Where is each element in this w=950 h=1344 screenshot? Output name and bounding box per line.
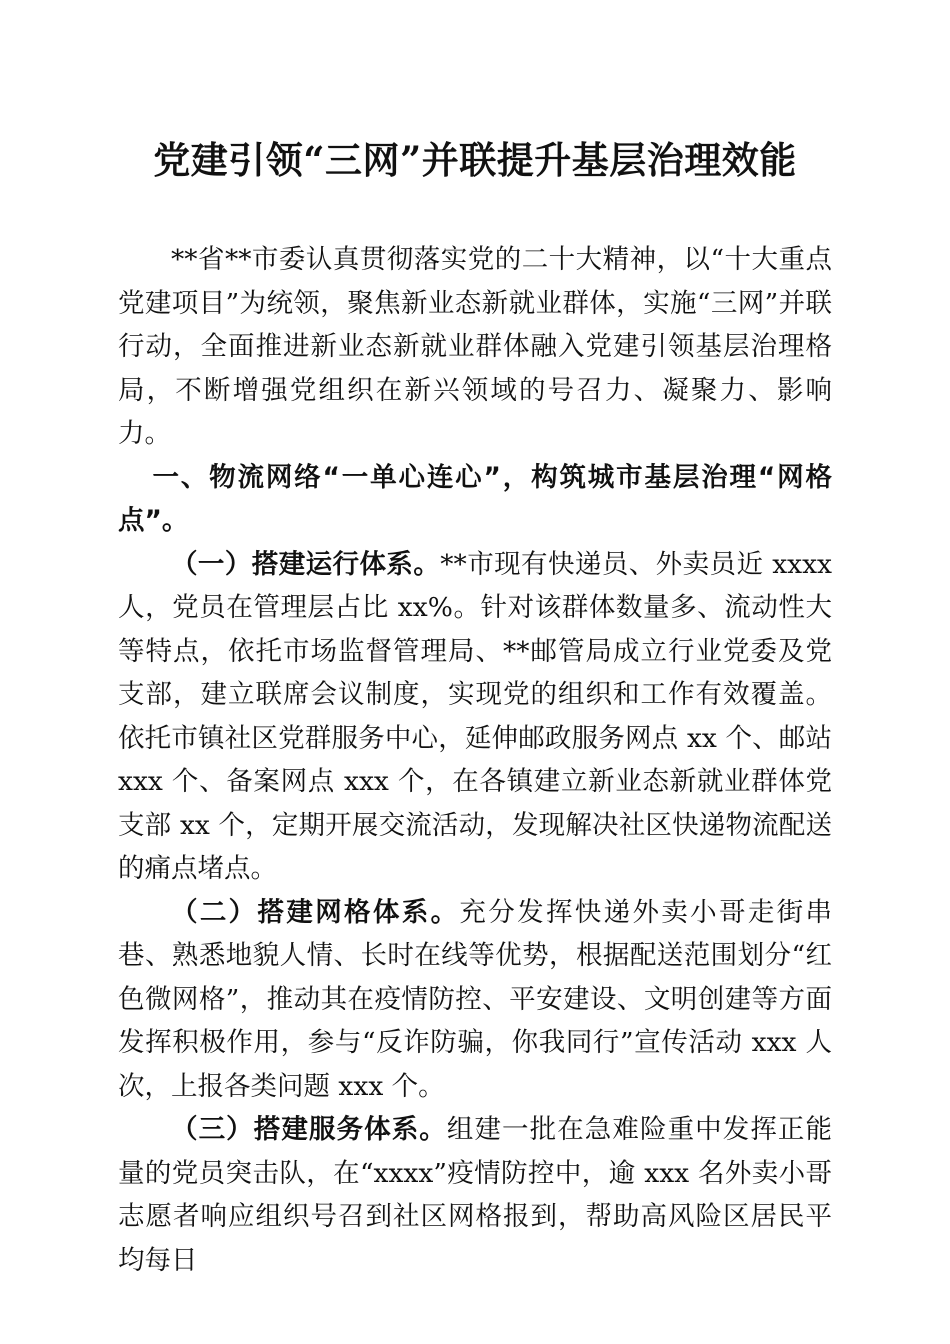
paragraph-item-1 — [118, 543, 832, 891]
page-title: 党建引领“三网”并联提升基层治理效能 — [153, 138, 797, 182]
paragraph-item-2 — [118, 891, 832, 1109]
paragraph-body: **市现有快递员、外卖员近 xxxx 人，党员在管理层占比 xx%。针对该群体数量多、流动性大等特点，依托市场监督管理局、**邮管局成立行业党委及党支部，建立联席会议制度，实现党的组织和工作有效覆盖。依托市镇社区党群服务中心，延伸邮政服务网点 xx 个、邮站 xxx 个、备案网点 xxx 个，在各镇建立新业态新就业群体党支部 xx 个，定期开展交流活动，发现解决社区快递物流配送的痛点堵点。 — [118, 548, 832, 884]
paragraph-body: 组建一批在急难险重中发挥正能量的党员突击队，在“xxxx”疫情防控中，逾 xxx 名外卖小哥志愿者响应组织号召到社区网格报到，帮助高风险区居民平均每日 — [118, 1114, 833, 1276]
paragraph-item-3 — [118, 1108, 832, 1282]
section-heading-1: 一、物流网络“一单心连心”，构筑城市基层治理“网格点”。 — [118, 461, 832, 536]
paragraph-lead: （三）搭建服务体系。 — [171, 1114, 447, 1145]
intro-paragraph: **省**市委认真贯彻落实党的二十大精神，以“十大重点党建项目”为统领，聚焦新业态新就业群体，实施“三网”并联行动，全面推进新业态新就业群体融入党建引领基层治理格局，不断增强党组织在新兴领域的号召力、凝聚力、影响力。 — [118, 244, 832, 449]
paragraph-body: 充分发挥快递外卖小哥走街串巷、熟悉地貌人情、长时在线等优势，根据配送范围划分“红色微网格”，推动其在疫情防控、平安建设、文明创建等方面发挥积极作用，参与“反诈防骗，你我同行”宣传活动 xxx 人次，上报各类问题 xxx 个。 — [118, 896, 833, 1102]
paragraph-lead: （一）搭建运行体系。 — [171, 548, 441, 580]
paragraph-lead: （二）搭建网格体系。 — [171, 896, 460, 928]
